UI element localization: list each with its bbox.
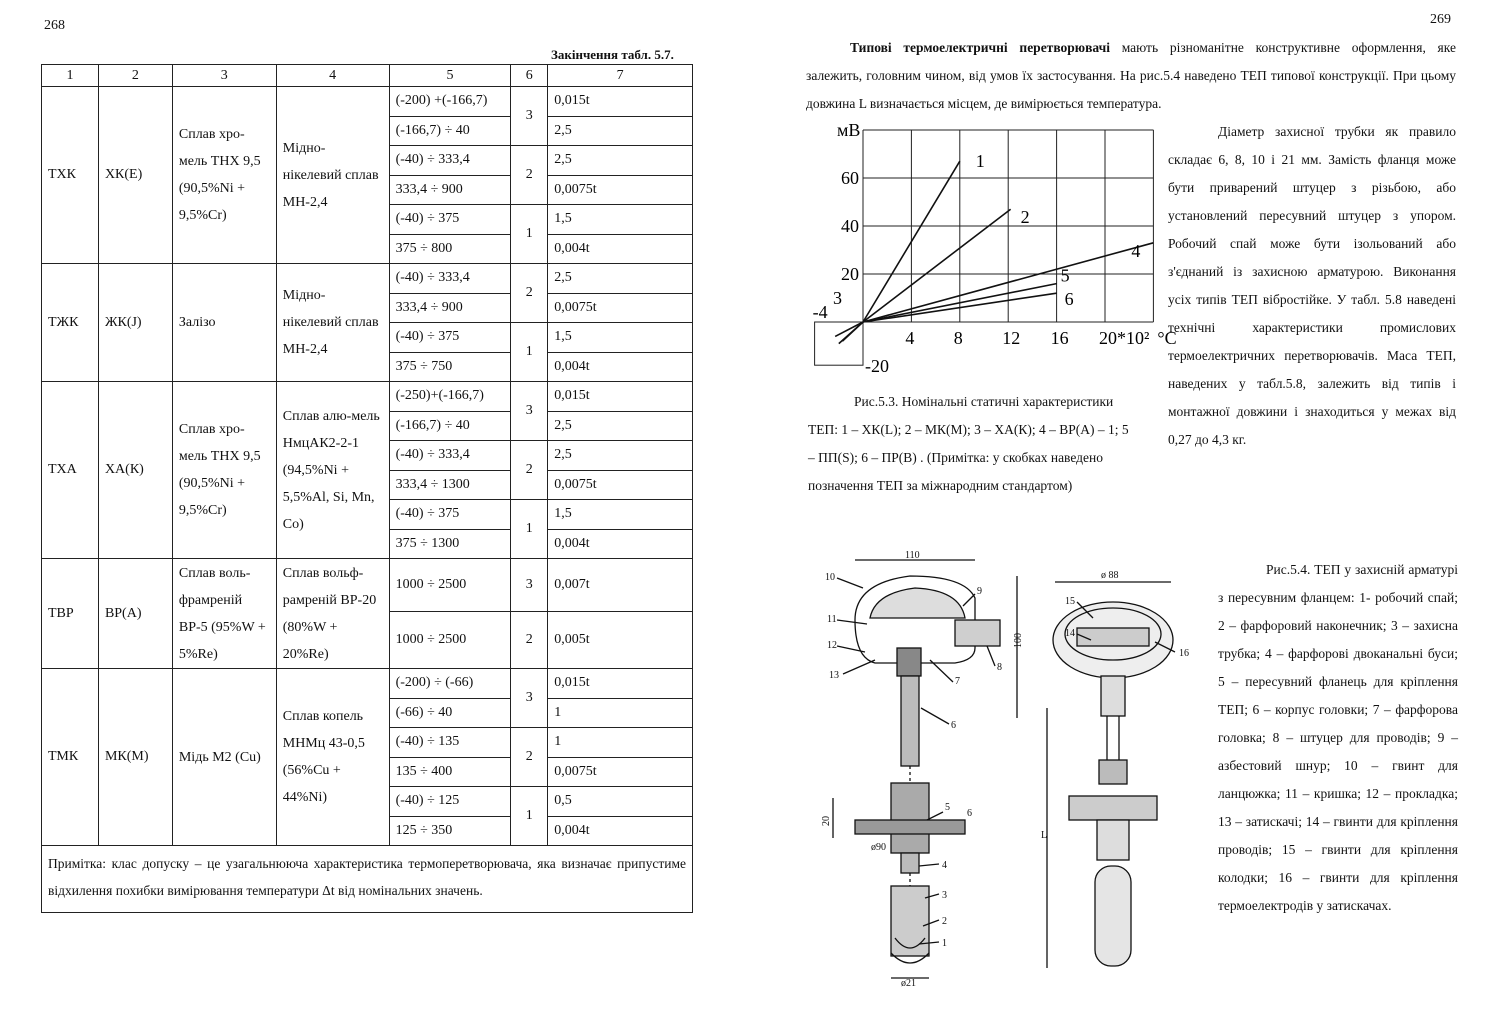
- range-cell: 375 ÷ 800: [389, 234, 511, 264]
- range-cell: (-40) ÷ 333,4: [389, 146, 511, 176]
- col-header: 3: [172, 65, 276, 87]
- range-cell: (-250)+(-166,7): [389, 382, 511, 412]
- intro-bold: Типові термоелектричні перетворювачі: [850, 40, 1110, 55]
- range-cell: 375 ÷ 1300: [389, 529, 511, 559]
- part-label: 14: [1065, 628, 1075, 639]
- table-row: [42, 382, 693, 412]
- range-cell: (-40) ÷ 135: [389, 728, 511, 758]
- class-cell: 3: [511, 87, 548, 146]
- tolerance-cell: 0,015t: [548, 87, 693, 117]
- material-neg-cell: Мідно-нікелевий сплав МН-2,4: [276, 87, 389, 264]
- range-cell: 1000 ÷ 2500: [389, 559, 511, 612]
- range-cell: 135 ÷ 400: [389, 757, 511, 787]
- neg-y-label: -20: [865, 356, 889, 376]
- dim-label: ø90: [871, 842, 886, 853]
- fig53-caption: Рис.5.3. Номінальні статичні характеристики ТЕП: 1 – ХК(L); 2 – МК(М); 3 – ХА(К); 4 – ВР(А) – 1; 5 – ПП(S); 6 – ПР(В) . (Примітка: у скобках наведено позначення ТЕП за міжнародним стандартом): [808, 394, 1129, 493]
- y-tick-label: 20: [841, 264, 859, 284]
- part-label: 2: [942, 916, 947, 927]
- x-tick-label: 4: [905, 328, 915, 348]
- col-header: 7: [548, 65, 693, 87]
- range-cell: (-40) ÷ 333,4: [389, 264, 511, 294]
- x-tick-label: 20*10²: [1099, 328, 1150, 348]
- table-row: [42, 559, 693, 612]
- part-label: 15: [1065, 596, 1075, 607]
- part-label: 11: [827, 614, 837, 625]
- y-axis-label: мВ: [837, 120, 861, 140]
- part-label: 9: [977, 586, 982, 597]
- right-tube-shape: [1095, 866, 1131, 966]
- dim-label: L: [1041, 830, 1048, 841]
- class-cell: 2: [511, 146, 548, 205]
- material-neg-cell: Мідно-нікелевий сплав МН-2,4: [276, 264, 389, 382]
- dim-label: ø21: [901, 978, 916, 989]
- code-cell: ХК(Е): [98, 87, 172, 264]
- flange-shape: [855, 820, 965, 834]
- part-label: 10: [825, 572, 835, 583]
- range-cell: 333,4 ÷ 1300: [389, 470, 511, 500]
- type-cell: ТМК: [42, 669, 99, 846]
- protective-tube-lower-shape: [891, 886, 929, 956]
- part-label: 3: [942, 890, 947, 901]
- tolerance-cell: 0,004t: [548, 352, 693, 382]
- tolerance-cell: 0,0075t: [548, 293, 693, 323]
- dim-label: 110: [905, 550, 920, 561]
- material-pos-cell: Мідь М2 (Cu): [172, 669, 276, 846]
- col-header: 6: [511, 65, 548, 87]
- class-cell: 1: [511, 787, 548, 846]
- material-neg-cell: Сплав копель МНМц 43-0,5 (56%Cu + 44%Ni): [276, 669, 389, 846]
- part-label: 12: [827, 640, 837, 651]
- tolerance-cell: 0,004t: [548, 529, 693, 559]
- head-neck-shape: [897, 648, 921, 676]
- table-header-row: [42, 65, 693, 87]
- range-cell: 333,4 ÷ 900: [389, 175, 511, 205]
- x-tick-label: 12: [1002, 328, 1021, 348]
- material-neg-cell: Сплав вольф-рамреній ВР-20 (80%W + 20%Re): [276, 559, 389, 669]
- side-paragraph: Діаметр захисної трубки як правило складає 6, 8, 10 і 21 мм. Замість фланця може бути приварений штуцер з різьбою, або установлений пересувний штуцер з упором. Робочий спай може бути ізольований або з'єднаний із захисною арматурою. Виконання усіх типів ТЕП віброcтійке. У табл. 5.8 наведені технічні характеристики промислових термоелектричних перетворювачів. Маса ТЕП, наведених у табл.5.8, залежить від типів і монтажної довжини і знаходиться у межах від 0,27 до 4,3 кг.: [1168, 124, 1456, 447]
- series-label-5: 5: [1060, 265, 1070, 286]
- tolerance-cell: 0,0075t: [548, 470, 693, 500]
- tolerance-cell: 0,007t: [548, 559, 693, 612]
- code-cell: ВР(А): [98, 559, 172, 669]
- left-page-number: 268: [44, 18, 65, 33]
- range-cell: (-40) ÷ 333,4: [389, 441, 511, 471]
- code-cell: ХА(К): [98, 382, 172, 559]
- tolerance-cell: 1,5: [548, 323, 693, 353]
- code-cell: ЖК(J): [98, 264, 172, 382]
- right-flange-shape: [1069, 796, 1157, 820]
- part-label: 4: [942, 860, 947, 871]
- dim-label: ø 88: [1101, 570, 1119, 581]
- intro-text: мають різноманітне конструктивне оформлення, яке залежить, головним чином, від умов їх застосування. На рис.5.4 наведено ТЕП типової конструкції. При цьому довжина L визначається місцем, де вимірюється температура.: [806, 40, 1456, 111]
- range-cell: (-40) ÷ 375: [389, 205, 511, 235]
- class-cell: 3: [511, 559, 548, 612]
- note-row: [42, 846, 693, 913]
- part-label: 13: [829, 670, 839, 681]
- part-label: 16: [1179, 648, 1189, 659]
- cable-fitting-shape: [955, 620, 1000, 646]
- part-label: 7: [955, 676, 960, 687]
- tolerance-cell: 1,5: [548, 205, 693, 235]
- intro-paragraph: [806, 34, 1456, 118]
- material-pos-cell: Сплав воль-фрамреній ВР-5 (95%W + 5%Re): [172, 559, 276, 669]
- material-pos-cell: Залізо: [172, 264, 276, 382]
- thermocouple-table: [41, 64, 693, 913]
- part-label: 5: [945, 802, 950, 813]
- tolerance-cell: 2,5: [548, 116, 693, 146]
- y-tick-label: 40: [841, 216, 859, 236]
- fig54-drawing: [815, 548, 1205, 988]
- x-axis-label: °C: [1157, 328, 1177, 348]
- dim-label: 100: [1013, 633, 1024, 648]
- tolerance-cell: 0,015t: [548, 382, 693, 412]
- range-cell: (-200) +(-166,7): [389, 87, 511, 117]
- tolerance-cell: 0,015t: [548, 669, 693, 699]
- tolerance-cell: 0,5: [548, 787, 693, 817]
- type-cell: ТХА: [42, 382, 99, 559]
- table-note: Примітка: клас допуску – це узагальнююча характеристика термоперетворювача, яка визначає припустиме відхилення похибки вимірювання температури Δt від номінальних значень.: [42, 846, 693, 913]
- range-cell: (-166,7) ÷ 40: [389, 116, 511, 146]
- fig53-chart: [806, 120, 1177, 382]
- class-cell: 2: [511, 264, 548, 323]
- tolerance-cell: 2,5: [548, 411, 693, 441]
- col-header: 5: [389, 65, 511, 87]
- tolerance-cell: 0,004t: [548, 234, 693, 264]
- head-cover-shape: [870, 588, 965, 618]
- table-row: [42, 264, 693, 294]
- tolerance-cell: 0,005t: [548, 612, 693, 669]
- tolerance-cell: 1,5: [548, 500, 693, 530]
- flange-body-shape: [891, 783, 929, 853]
- range-cell: 375 ÷ 750: [389, 352, 511, 382]
- range-cell: 125 ÷ 350: [389, 816, 511, 846]
- series-label-4: 4: [1131, 240, 1141, 261]
- range-cell: 333,4 ÷ 900: [389, 293, 511, 323]
- right-page-number: 269: [1430, 12, 1451, 27]
- material-neg-cell: Сплав алю-мель НмцАК2-2-1 (94,5%Ni + 5,5%Al, Si, Mn, Co): [276, 382, 389, 559]
- dim-label: 6: [967, 808, 972, 819]
- series-label-1: 1: [975, 151, 985, 172]
- material-pos-cell: Сплав хро-мель ТНХ 9,5 (90,5%Ni + 9,5%Cr): [172, 382, 276, 559]
- fig54-caption: Рис.5.4. ТЕП у захисній арматурі з пересувним фланцем: 1- робочий спай; 2 – фарфоровий наконечник; 3 – захисна трубка; 4 – фарфорові двоканальні буси; 5 – пересувний фланець для кріплення ТЕП; 6 – корпус головки; 7 – фарфорова головка; 8 – штуцер для проводів; 9 – азбестовий шнур; 10 – гвинт для ланцюжка; 11 – кришка; 12 – прокладка; 13 – затискачі; 14 – гвинти для кріплення проводів; 15 – гвинти для кріплення колодки; 16 – гвинти для кріплення термоелектродів у затискачах.: [1218, 562, 1458, 913]
- range-cell: (-40) ÷ 375: [389, 323, 511, 353]
- tolerance-cell: 0,0075t: [548, 175, 693, 205]
- type-cell: ТЖК: [42, 264, 99, 382]
- y-tick-label: 60: [841, 168, 859, 188]
- col-header: 2: [98, 65, 172, 87]
- tolerance-cell: 2,5: [548, 441, 693, 471]
- range-cell: (-66) ÷ 40: [389, 698, 511, 728]
- range-cell: (-200) ÷ (-66): [389, 669, 511, 699]
- series-label-6: 6: [1064, 289, 1074, 310]
- class-cell: 1: [511, 500, 548, 559]
- tolerance-cell: 0,0075t: [548, 757, 693, 787]
- material-pos-cell: Сплав хро-мель ТНХ 9,5 (90,5%Ni + 9,5%Cr): [172, 87, 276, 264]
- part-label: 1: [942, 938, 947, 949]
- table-row: [42, 87, 693, 117]
- type-cell: ТВР: [42, 559, 99, 669]
- col-header: 4: [276, 65, 389, 87]
- neg-x-label: -4: [812, 302, 828, 322]
- tolerance-cell: 1: [548, 728, 693, 758]
- tolerance-cell: 2,5: [548, 264, 693, 294]
- table-row: [42, 669, 693, 699]
- class-cell: 3: [511, 669, 548, 728]
- range-cell: (-166,7) ÷ 40: [389, 411, 511, 441]
- table-caption: Закінчення табл. 5.7.: [551, 47, 674, 62]
- series-label-2: 2: [1020, 207, 1030, 228]
- tolerance-cell: 0,004t: [548, 816, 693, 846]
- chart-labels: [813, 120, 1177, 376]
- type-cell: ТХК: [42, 87, 99, 264]
- range-cell: (-40) ÷ 375: [389, 500, 511, 530]
- class-cell: 2: [511, 728, 548, 787]
- part-label: 8: [997, 662, 1002, 673]
- code-cell: МК(М): [98, 669, 172, 846]
- class-cell: 2: [511, 441, 548, 500]
- tolerance-cell: 2,5: [548, 146, 693, 176]
- range-cell: 1000 ÷ 2500: [389, 612, 511, 669]
- terminal-block-shape: [1077, 628, 1149, 646]
- class-cell: 1: [511, 323, 548, 382]
- range-cell: (-40) ÷ 125: [389, 787, 511, 817]
- series-label-3: 3: [833, 288, 842, 308]
- class-cell: 3: [511, 382, 548, 441]
- x-tick-label: 8: [953, 328, 963, 348]
- part-label: 6: [951, 720, 956, 731]
- x-tick-label: 16: [1050, 328, 1069, 348]
- class-cell: 2: [511, 612, 548, 669]
- protective-tube-upper-shape: [901, 676, 919, 766]
- col-header: 1: [42, 65, 99, 87]
- dim-label: 20: [821, 816, 832, 826]
- tolerance-cell: 1: [548, 698, 693, 728]
- class-cell: 1: [511, 205, 548, 264]
